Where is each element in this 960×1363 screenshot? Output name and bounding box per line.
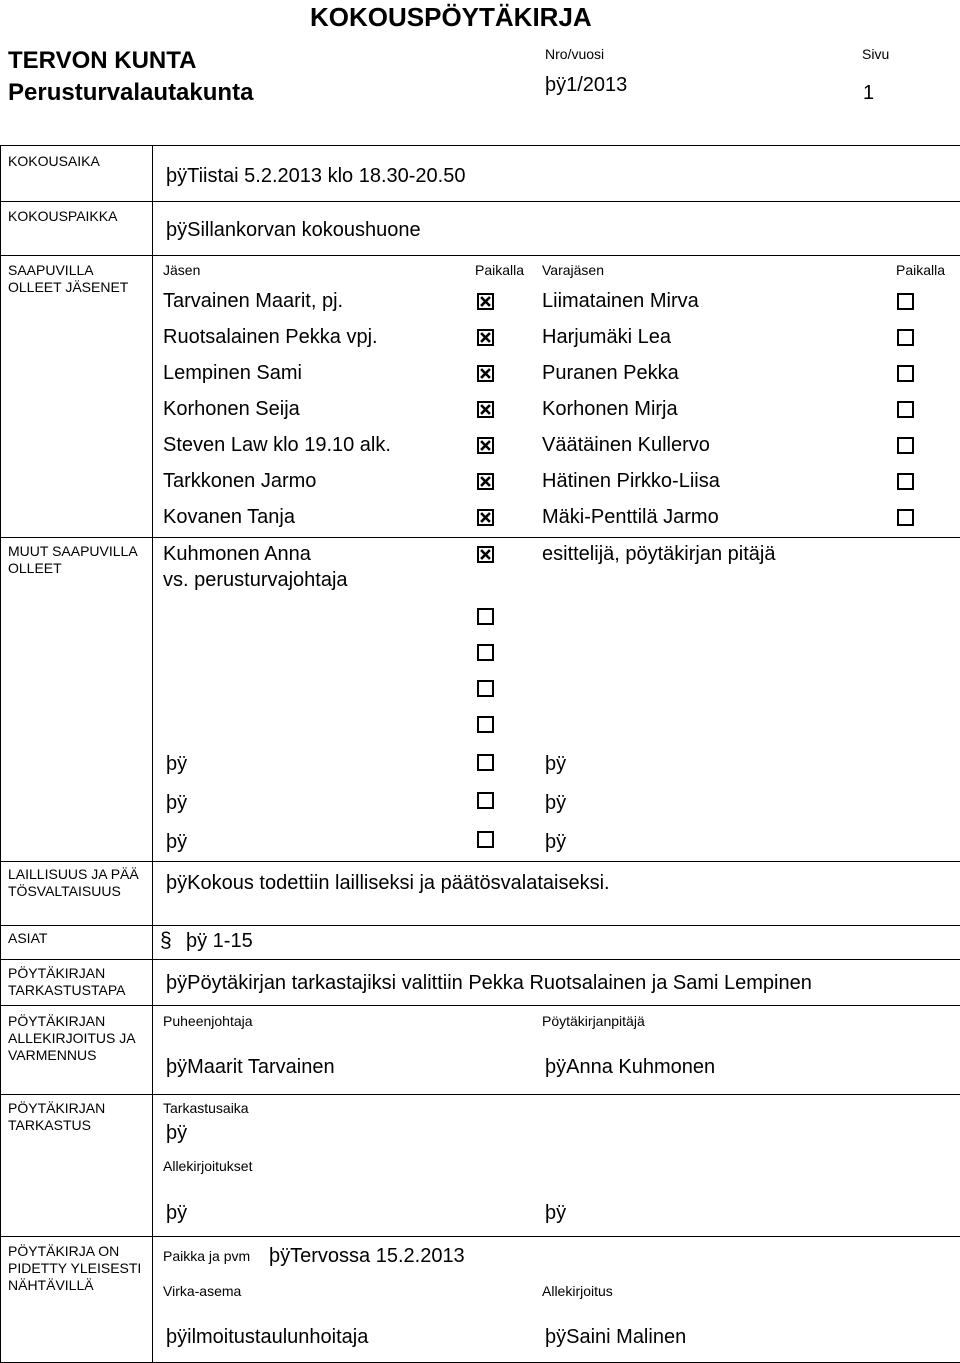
- member-name: Korhonen Seija: [163, 398, 300, 420]
- divider-line: [0, 1005, 960, 1006]
- legality-label: LAILLISUUS JA PÄÄTÖSVALTAISUUS: [8, 866, 139, 899]
- meeting-time-value: þÿTiistai 5.2.2013 klo 18.30-20.50: [166, 165, 466, 187]
- member-name: Ruotsalainen Pekka vpj.: [163, 326, 378, 348]
- check-mark-icon: [479, 367, 492, 380]
- review-signatures-label: Allekirjoitukset: [163, 1158, 253, 1174]
- member-column-header: Jäsen: [163, 262, 201, 278]
- board-name: Perusturvalautakunta: [8, 79, 254, 106]
- deputy-name: Korhonen Mirja: [542, 398, 678, 420]
- other-attendee-role: þÿ: [545, 792, 567, 814]
- divider-line: [0, 1236, 960, 1237]
- place-date-label: Paikka ja pvm: [163, 1248, 251, 1264]
- deputy-present-checkbox[interactable]: [897, 401, 914, 418]
- deputy-present-checkbox[interactable]: [897, 437, 914, 454]
- other-attendee-name: þÿ: [166, 753, 188, 775]
- meeting-time-label: KOKOUSAIKA: [8, 153, 100, 169]
- check-mark-icon: [479, 475, 492, 488]
- member-name: Kovanen Tanja: [163, 506, 295, 528]
- divider-line: [0, 145, 1, 1363]
- other-present-checkbox[interactable]: [477, 792, 494, 809]
- present-checkbox[interactable]: [477, 365, 494, 382]
- present-checkbox[interactable]: [477, 437, 494, 454]
- place-date-value: þÿTervossa 15.2.2013: [269, 1245, 465, 1267]
- divider-line: [0, 861, 960, 862]
- other-attendee-name: þÿ: [166, 831, 188, 853]
- municipality-name: TERVON KUNTA: [8, 47, 197, 74]
- divider-line: [0, 925, 960, 926]
- document-title: KOKOUSPÖYTÄKIRJA: [310, 2, 592, 32]
- number-value: þÿ1/2013: [545, 74, 628, 96]
- other-attendee-role: esittelijä, pöytäkirjan pitäjä: [542, 543, 776, 565]
- deputy-name: Mäki-Penttilä Jarmo: [542, 506, 719, 528]
- reviewer-signature: þÿ: [166, 1202, 188, 1224]
- position-value: þÿilmoitustaulunhoitaja: [166, 1326, 369, 1348]
- present-column-header: Paikalla: [475, 262, 525, 278]
- check-mark-icon: [479, 439, 492, 452]
- secretary-label: Pöytäkirjanpitäjä: [542, 1013, 645, 1029]
- member-name: Tarvainen Maarit, pj.: [163, 290, 344, 312]
- deputy-name: Hätinen Pirkko-Liisa: [542, 470, 720, 492]
- secretary-name: þÿAnna Kuhmonen: [545, 1056, 716, 1078]
- divider-line: [0, 959, 960, 960]
- other-present-checkbox[interactable]: [477, 831, 494, 848]
- check-mark-icon: [479, 548, 492, 561]
- divider-line: [0, 1094, 960, 1095]
- check-mark-icon: [479, 331, 492, 344]
- other-present-checkbox[interactable]: [477, 546, 494, 563]
- other-present-checkbox[interactable]: [477, 716, 494, 733]
- deputy-column-header: Varajäsen: [542, 262, 605, 278]
- deputy-present-column-header: Paikalla: [896, 262, 946, 278]
- deputy-name: Puranen Pekka: [542, 362, 679, 384]
- publication-label: PÖYTÄKIRJA ON PIDETTY YLEISESTI NÄHTÄVILLÄ: [8, 1243, 142, 1293]
- page-label: Sivu: [862, 46, 890, 62]
- attendees-label: SAAPUVILLA OLLEET JÄSENET: [8, 262, 129, 295]
- publisher-signature: þÿSaini Malinen: [545, 1326, 687, 1348]
- check-mark-icon: [479, 295, 492, 308]
- number-label: Nro/vuosi: [545, 46, 605, 62]
- meeting-place-label: KOKOUSPAIKKA: [8, 208, 118, 224]
- reviewers-label: PÖYTÄKIRJAN TARKASTUSTAPA: [8, 965, 126, 998]
- chair-label: Puheenjohtaja: [163, 1013, 253, 1029]
- section-sign: §: [160, 929, 172, 952]
- others-label: MUUT SAAPUVILLA OLLEET: [8, 543, 137, 576]
- signatures-label: PÖYTÄKIRJAN ALLEKIRJOITUS JA VARMENNUS: [8, 1013, 135, 1063]
- reviewers-text: þÿPöytäkirjan tarkastajiksi valittiin Pekka Ruotsalainen ja Sami Lempinen: [166, 972, 812, 994]
- other-present-checkbox[interactable]: [477, 680, 494, 697]
- deputy-name: Liimatainen Mirva: [542, 290, 699, 312]
- page-number: 1: [863, 82, 875, 104]
- other-attendee-name: Kuhmonen Anna: [163, 543, 311, 565]
- deputy-present-checkbox[interactable]: [897, 293, 914, 310]
- present-checkbox[interactable]: [477, 509, 494, 526]
- chair-name: þÿMaarit Tarvainen: [166, 1056, 335, 1078]
- present-checkbox[interactable]: [477, 329, 494, 346]
- member-name: Tarkkonen Jarmo: [163, 470, 317, 492]
- deputy-present-checkbox[interactable]: [897, 509, 914, 526]
- position-label: Virka-asema: [163, 1283, 242, 1299]
- reviewer-signature: þÿ: [545, 1202, 567, 1224]
- check-mark-icon: [479, 403, 492, 416]
- meeting-place-value: þÿSillankorvan kokoushuone: [166, 219, 421, 241]
- check-mark-icon: [479, 511, 492, 524]
- deputy-present-checkbox[interactable]: [897, 473, 914, 490]
- items-range: þÿ 1-15: [186, 930, 253, 952]
- present-checkbox[interactable]: [477, 401, 494, 418]
- divider-line: [152, 145, 153, 1363]
- other-attendee-name: þÿ: [166, 792, 188, 814]
- review-time-label: Tarkastusaika: [163, 1100, 249, 1116]
- signature-label: Allekirjoitus: [542, 1283, 613, 1299]
- deputy-present-checkbox[interactable]: [897, 365, 914, 382]
- other-present-checkbox[interactable]: [477, 754, 494, 771]
- deputy-present-checkbox[interactable]: [897, 329, 914, 346]
- other-present-checkbox[interactable]: [477, 644, 494, 661]
- items-label: ASIAT: [8, 930, 48, 946]
- divider-line: [0, 537, 960, 538]
- other-attendee-role: þÿ: [545, 753, 567, 775]
- other-attendee-title: vs. perusturvajohtaja: [163, 569, 348, 591]
- legality-text: þÿKokous todettiin lailliseksi ja päätösvalataiseksi.: [166, 872, 610, 894]
- divider-line: [0, 201, 960, 202]
- member-name: Steven Law klo 19.10 alk.: [163, 434, 391, 456]
- divider-line: [0, 255, 960, 256]
- deputy-name: Väätäinen Kullervo: [542, 434, 710, 456]
- divider-line: [0, 145, 960, 146]
- other-present-checkbox[interactable]: [477, 608, 494, 625]
- review-time-value: þÿ: [166, 1122, 188, 1144]
- present-checkbox[interactable]: [477, 473, 494, 490]
- member-name: Lempinen Sami: [163, 362, 302, 384]
- review-label: PÖYTÄKIRJAN TARKASTUS: [8, 1100, 106, 1133]
- deputy-name: Harjumäki Lea: [542, 326, 671, 348]
- other-attendee-role: þÿ: [545, 831, 567, 853]
- present-checkbox[interactable]: [477, 293, 494, 310]
